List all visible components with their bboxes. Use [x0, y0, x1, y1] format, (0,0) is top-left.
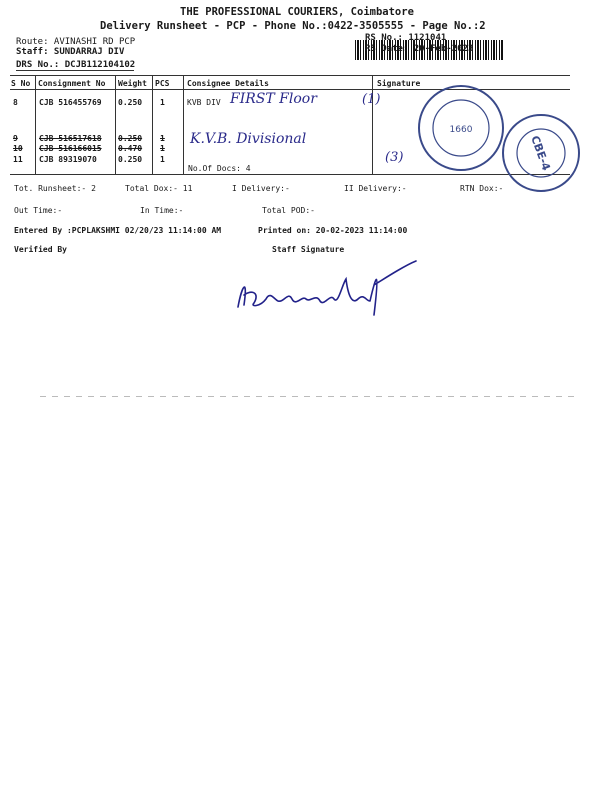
- col-divider-2: [115, 75, 116, 174]
- printed-on: Printed on: 20-02-2023 11:14:00: [258, 226, 408, 235]
- col-divider-4: [183, 75, 184, 174]
- row-10-consignment: CJB 516166015: [39, 144, 102, 153]
- col-header-sno: S No: [11, 79, 31, 88]
- bank-seal-stamp: [415, 82, 507, 174]
- bank-seal-inner-text: 1660: [449, 125, 473, 135]
- row-8-sno: 8: [13, 98, 18, 107]
- drs-number: DRS No.: DCJB112104102: [16, 60, 136, 70]
- no-of-docs: No.Of Docs: 4: [188, 164, 251, 173]
- tot-runsheet: Tot. Runsheet:- 2: [14, 184, 96, 193]
- entered-by: Entered By :PCPLAKSHMI 02/20/23 11:14:00 AM: [14, 226, 222, 235]
- col-header-signature: Signature: [377, 79, 421, 88]
- col-header-weight: Weight: [118, 79, 147, 88]
- out-time: Out Time:-: [14, 206, 63, 215]
- row-9-consignment: CJB 516517618: [39, 134, 102, 143]
- handwritten-mark-3: (3): [385, 150, 404, 165]
- rs-number: RS No.: 1121041: [365, 33, 447, 43]
- drs-underline: [16, 70, 134, 71]
- rtn-dox: RTN Dox:-: [460, 184, 504, 193]
- total-pod: Total POD:-: [262, 206, 315, 215]
- row-11-weight: 0.250: [118, 155, 143, 164]
- row-8-consignment: CJB 516455769: [39, 98, 102, 107]
- handwritten-row8-note: FIRST Floor: [230, 91, 317, 107]
- row-9-pcs: 1: [160, 134, 165, 143]
- handwritten-row9-note: K.V.B. Divisional: [190, 131, 307, 147]
- row-10-sno: 10: [13, 144, 23, 153]
- table-bottom-border: [10, 174, 570, 175]
- in-time: In Time:-: [140, 206, 184, 215]
- col-divider-5: [372, 75, 373, 174]
- col-header-consignment: Consignment No: [38, 79, 106, 88]
- i-delivery: I Delivery:-: [232, 184, 290, 193]
- company-title: THE PROFESSIONAL COURIERS, Coimbatore: [180, 6, 414, 18]
- row-9-sno: 9: [13, 134, 18, 143]
- row-8-weight: 0.250: [118, 98, 143, 107]
- row-10-weight: 0.470: [118, 144, 143, 153]
- col-header-consignee: Consignee Details: [187, 79, 269, 88]
- col-divider-3: [152, 75, 153, 174]
- row-8-details: KVB DIV: [187, 98, 221, 107]
- divisional-stamp-center: CBE-4: [528, 133, 553, 173]
- scan-artifact-line: [40, 396, 580, 397]
- row-10-pcs: 1: [160, 144, 165, 153]
- col-header-pcs: PCS: [155, 79, 170, 88]
- col-divider-1: [35, 75, 36, 174]
- staff-text: Staff: SUNDARRAJ DIV: [16, 47, 125, 57]
- row-11-pcs: 1: [160, 155, 165, 164]
- verified-by-label: Verified By: [14, 245, 67, 254]
- divisional-office-stamp: [500, 112, 582, 194]
- row-9-weight: 0.250: [118, 134, 143, 143]
- route-text: Route: AVINASHI RD PCP: [16, 37, 136, 47]
- row-11-sno: 11: [13, 155, 23, 164]
- row-11-consignment: CJB 89319070: [39, 155, 97, 164]
- handwritten-mark-1: (1): [362, 92, 381, 107]
- row-8-pcs: 1: [160, 98, 165, 107]
- rs-date: RS Date: 20-Feb-2023: [365, 44, 474, 54]
- total-dox: Total Dox:- 11: [125, 184, 193, 193]
- staff-signature-label: Staff Signature: [272, 245, 345, 254]
- staff-signature-drawing: [230, 255, 420, 320]
- runsheet-title: Delivery Runsheet - PCP - Phone No.:0422-3505555 - Page No.:2: [100, 20, 486, 32]
- ii-delivery: II Delivery:-: [344, 184, 407, 193]
- table-top-border: [10, 75, 570, 76]
